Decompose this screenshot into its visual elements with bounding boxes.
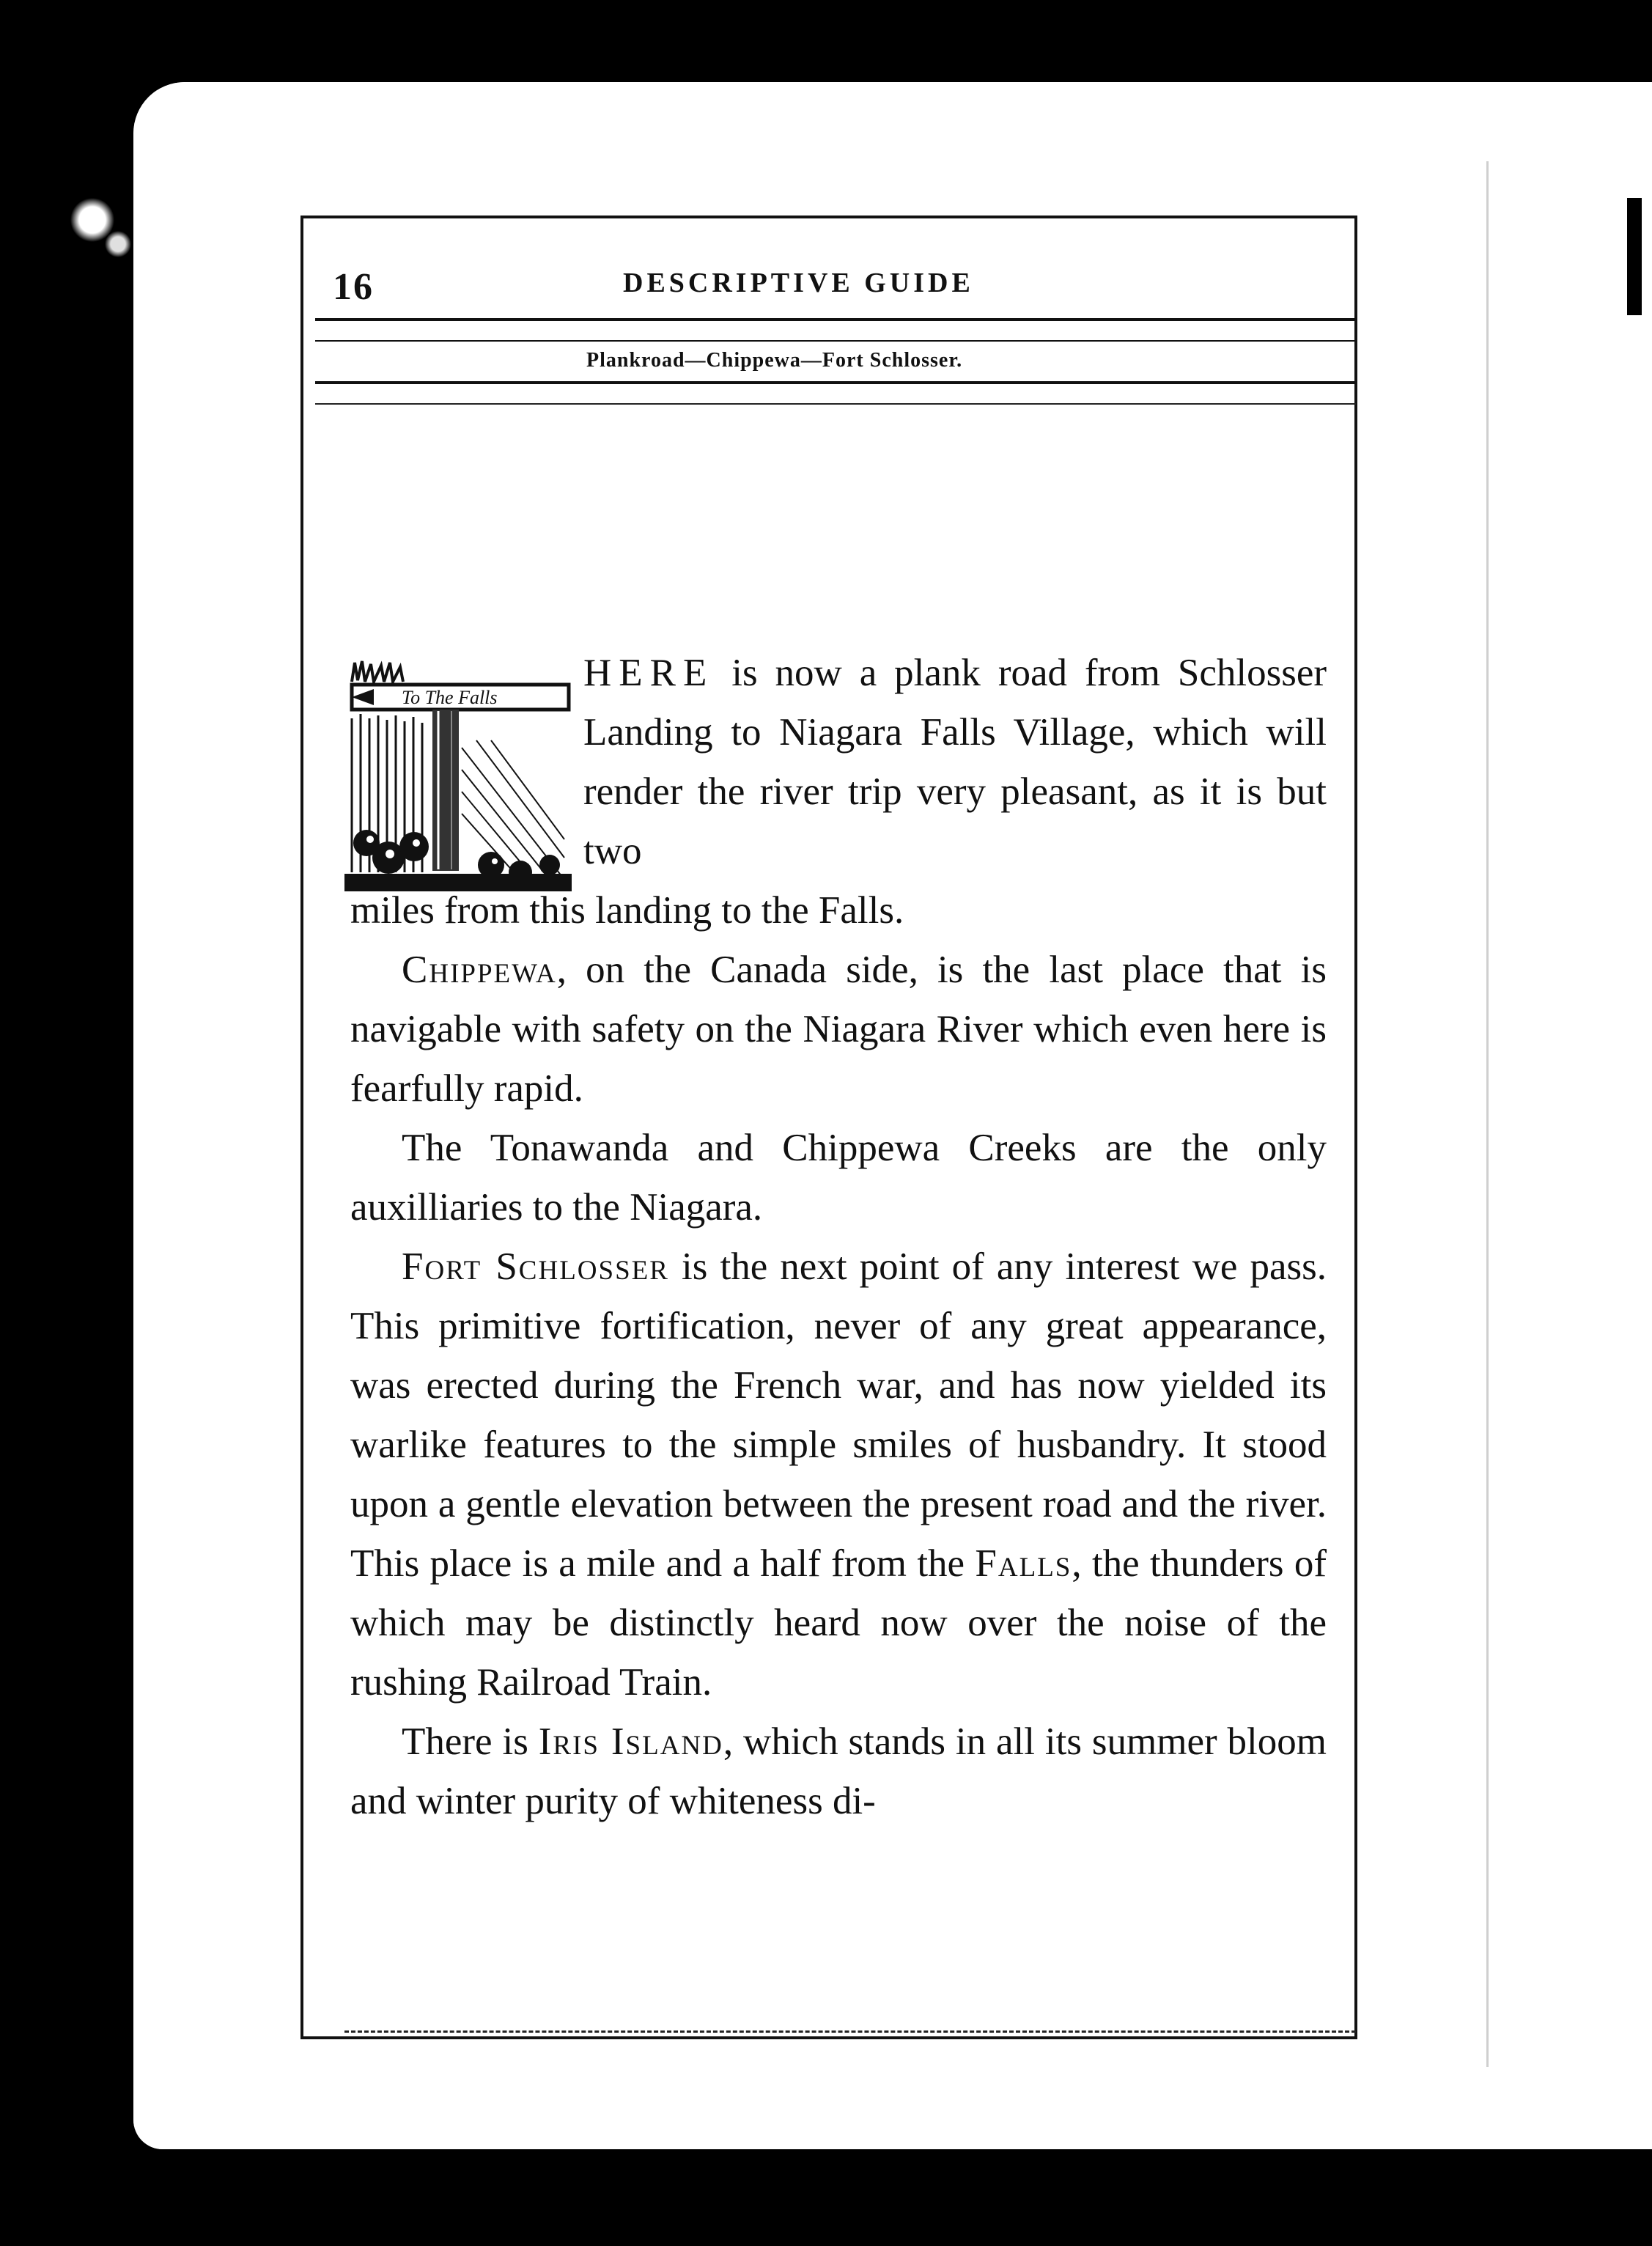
paragraph-5-text-a: There is (402, 1720, 539, 1763)
header-rule-thin (315, 340, 1356, 342)
header-rule-bottom-thin (315, 403, 1356, 405)
place-name-falls: Falls (975, 1542, 1072, 1585)
signpost-text: To The Falls (402, 687, 498, 708)
bottom-rule (344, 2030, 1356, 2033)
drop-cap-lead-word: HERE (583, 652, 715, 694)
paragraph-4-text-a: is the next point of any interest we pass. This primitive fortification, never of any great appearance, was erected during the French war, and has now yielded its warlike features to the simple smiles of husbandry. It stood upon a gentle elevation between the present road and the river. This place is a mile and a half from the (350, 1245, 1327, 1585)
next-page-print-marks (1627, 198, 1642, 315)
next-page-edge (1495, 82, 1652, 2149)
paragraph-4 (350, 1237, 1327, 1712)
paragraph-4-text-b: , the thunders of which may be distinctly heard now over the noise of the rushing Railroad Train. (350, 1542, 1327, 1704)
paragraph-1-line-2: Schlosser Landing to Niagara Falls (583, 652, 1327, 754)
section-subheading: Plankroad—Chippewa—Fort Schlosser. (586, 349, 963, 372)
paragraph-5 (350, 1712, 1327, 1831)
running-title: DESCRIPTIVE GUIDE (623, 268, 974, 298)
paragraph-1-line-1: is now a plank road from (731, 652, 1160, 694)
place-name-fort-schlosser: Fort Schlosser (402, 1245, 669, 1288)
paragraph-3 (350, 1119, 1327, 1237)
paragraph-1-wrap (583, 644, 1327, 881)
place-name-iris-island: Iris Island (538, 1720, 723, 1763)
page-fold-line (1486, 161, 1494, 2067)
paragraph-1-line-4: trip very pleasant, as it is but two (583, 770, 1327, 872)
paragraph-3-text: The Tonawanda and Chippewa Creeks are the only auxilliaries to the Niagara. (350, 1127, 1327, 1229)
header-rule-bottom (315, 381, 1356, 384)
page-number: 16 (333, 266, 374, 308)
page-body-text (350, 644, 1327, 1831)
place-name-chippewa: Chippewa (402, 949, 557, 991)
paragraph-1 (350, 644, 1327, 940)
paragraph-1-line-3: Village, which will render the river (583, 711, 1327, 813)
paper-specks (63, 188, 136, 268)
paragraph-1-rest: miles from this landing to the Falls. (350, 889, 904, 932)
paragraph-5-text-b: , which stands in all its summer bloom and winter purity of whiteness di- (350, 1720, 1327, 1822)
paragraph-2 (350, 940, 1327, 1119)
header-rule-top (315, 318, 1356, 321)
paragraph-2-text: , on the Canada side, is the last place that is navigable with safety on the Niagara River which even here is fearfully rapid. (350, 949, 1327, 1110)
